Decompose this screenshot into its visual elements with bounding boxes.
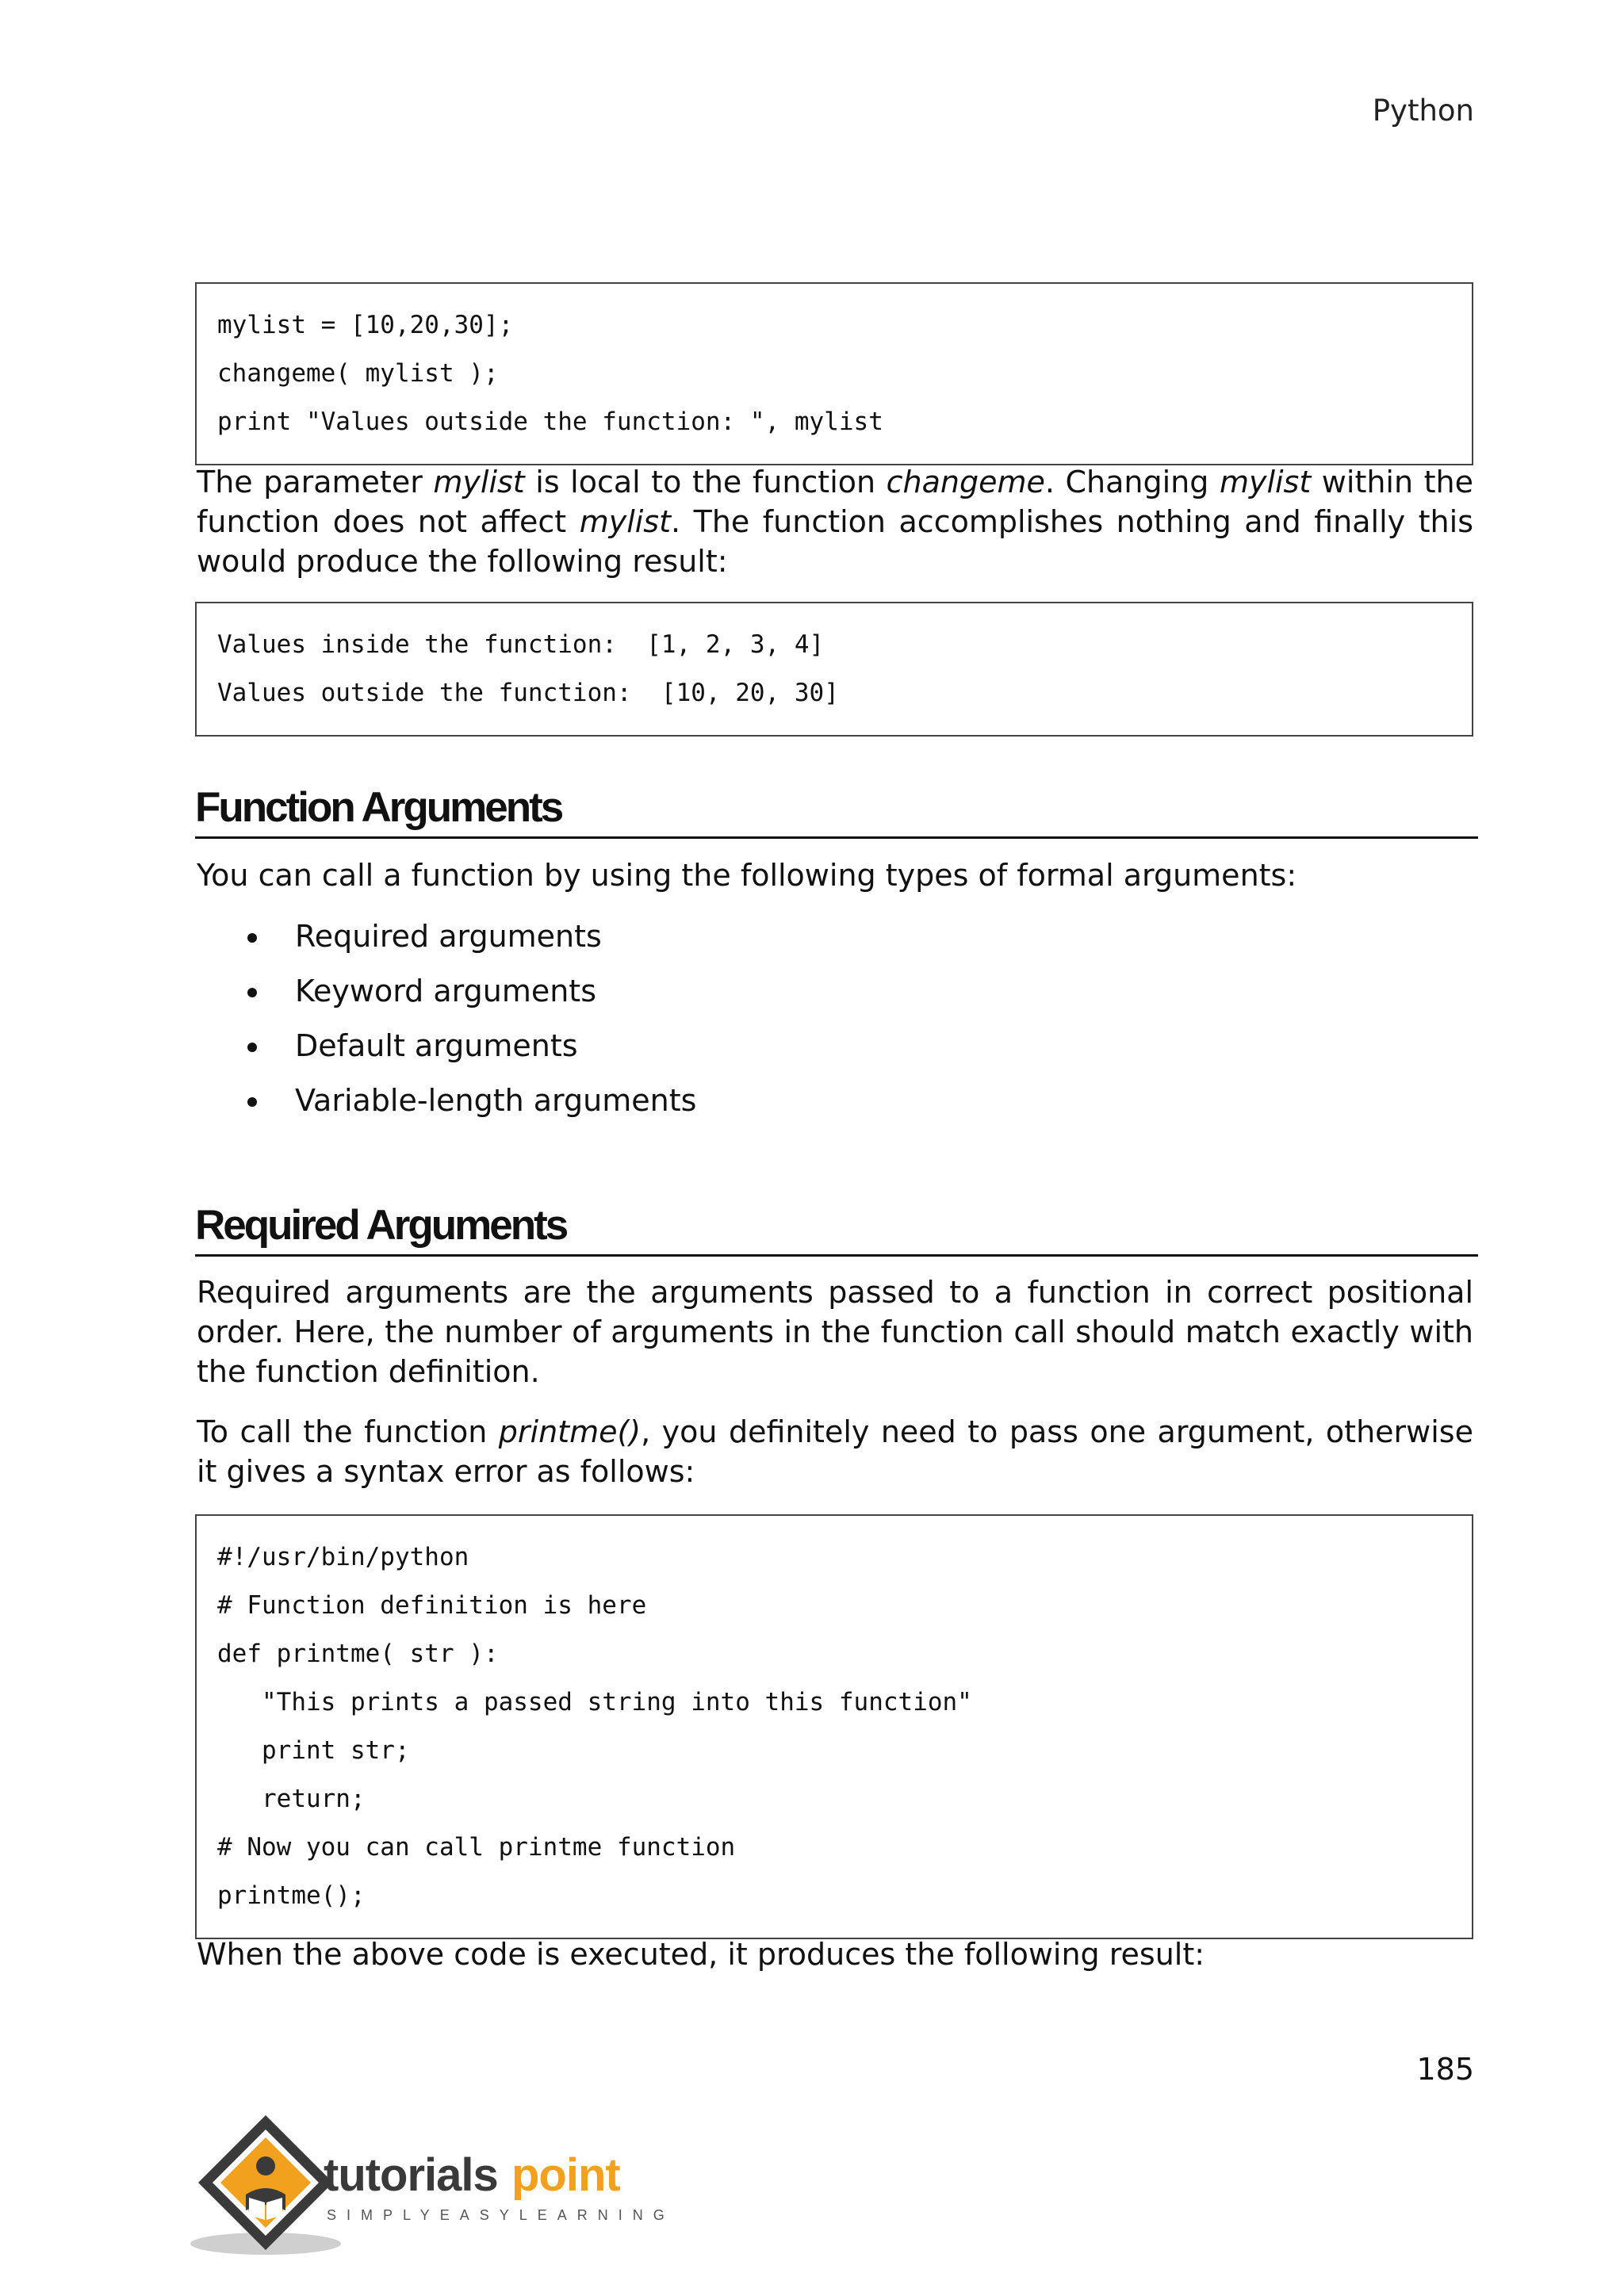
code-line: print str;	[217, 1736, 410, 1765]
code-line: def printme( str ):	[217, 1640, 499, 1668]
code-block-3	[195, 1514, 1473, 1939]
code-line: # Function definition is here	[217, 1591, 647, 1620]
section-heading-function-arguments: Function Arguments	[195, 783, 1478, 839]
code-line: Values inside the function: [1, 2, 3, 4]	[217, 630, 825, 659]
page-number: 185	[1416, 2052, 1474, 2087]
logo-text-tutorials: tutorials	[324, 2149, 498, 2201]
code-block-1	[195, 282, 1473, 465]
argument-types-list	[246, 909, 696, 1128]
code-line: #!/usr/bin/python	[217, 1543, 469, 1571]
code-line: "This prints a passed string into this function"	[217, 1688, 972, 1716]
list-item: Keyword arguments	[246, 964, 696, 1019]
tutorialspoint-logo	[190, 2109, 682, 2260]
running-header: Python	[1372, 94, 1474, 128]
paragraph-local-parameter: The parameter mylist is local to the function changeme. Changing mylist within the function does not affect mylist. The function accomplishes nothing and finally this would produce the following result:	[197, 465, 1473, 579]
list-item: Default arguments	[246, 1019, 696, 1073]
code-line: Values outside the function: [10, 20, 30]	[217, 679, 839, 707]
logo-tagline: SIMPLYEASYLEARNING	[327, 2207, 675, 2223]
list-item: Required arguments	[246, 909, 696, 964]
code-block-2	[195, 602, 1473, 737]
paragraph-printme-call: To call the function printme(), you definitely need to pass one argument, otherwise it gives a syntax error as follows:	[197, 1414, 1473, 1489]
code-line: mylist = [10,20,30];	[217, 311, 514, 339]
code-line: changeme( mylist );	[217, 359, 499, 388]
section-heading-required-arguments: Required Arguments	[195, 1201, 1478, 1257]
code-line: return;	[217, 1785, 366, 1813]
code-line: print "Values outside the function: ", mylist	[217, 408, 883, 436]
paragraph-result-intro: When the above code is executed, it produces the following result:	[197, 1937, 1205, 1972]
logo-text-point: point	[511, 2149, 620, 2201]
list-item: Variable-length arguments	[246, 1073, 696, 1128]
code-line: printme();	[217, 1881, 366, 1910]
paragraph-required-definition: Required arguments are the arguments passed to a function in correct positional order. Here, the number of arguments in the function call should match exactly with the function definition.	[197, 1275, 1473, 1389]
code-line: # Now you can call printme function	[217, 1833, 736, 1862]
paragraph-arguments-intro: You can call a function by using the following types of formal arguments:	[197, 858, 1297, 893]
